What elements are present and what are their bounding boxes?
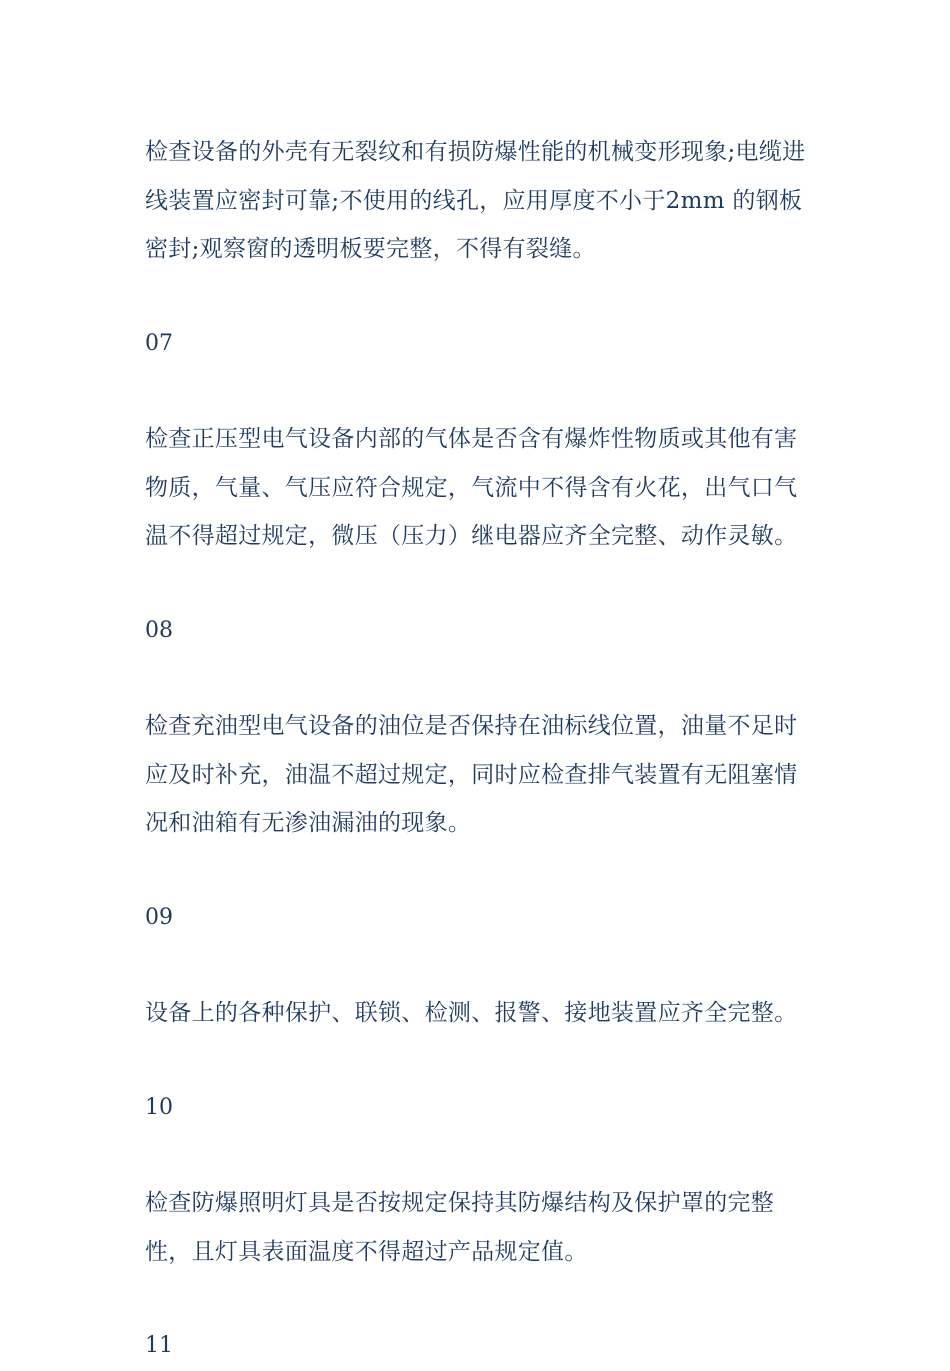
document-body — [145, 128, 810, 1371]
section-number-11: 11 — [145, 1333, 173, 1358]
paragraph-protection-devices: 设备上的各种保护、联锁、检测、报警、接地装置应齐全完整。 — [145, 1000, 798, 1026]
section-number-07: 07 — [145, 330, 173, 356]
paragraph-explosion-proof-lighting: 检查防爆照明灯具是否按规定保持其防爆结构及保护罩的完整性，且灯具表面温度不得超过产品规定值。 — [145, 1190, 775, 1265]
paragraph-enclosure-inspection: 检查设备的外壳有无裂纹和有损防爆性能的机械变形现象;电缆进线装置应密封可靠;不使用的线孔，应用厚度不小于2mm 的钢板密封;观察窗的透明板要完整，不得有裂缝。 — [145, 139, 806, 262]
paragraph-pressurized-equipment: 检查正压型电气设备内部的气体是否含有爆炸性物质或其他有害物质，气量、气压应符合规定，气流中不得含有火花，出气口气温不得超过规定，微压（压力）继电器应齐全完整、动作灵敏。 — [145, 426, 798, 549]
paragraph-oil-filled-equipment: 检查充油型电气设备的油位是否保持在油标线位置，油量不足时应及时补充，油温不超过规定，同时应检查排气装置有无阻塞情况和油箱有无渗油漏油的现象。 — [145, 713, 798, 836]
section-number-09: 09 — [145, 904, 173, 930]
section-number-10: 10 — [145, 1094, 173, 1120]
section-number-08: 08 — [145, 617, 173, 643]
